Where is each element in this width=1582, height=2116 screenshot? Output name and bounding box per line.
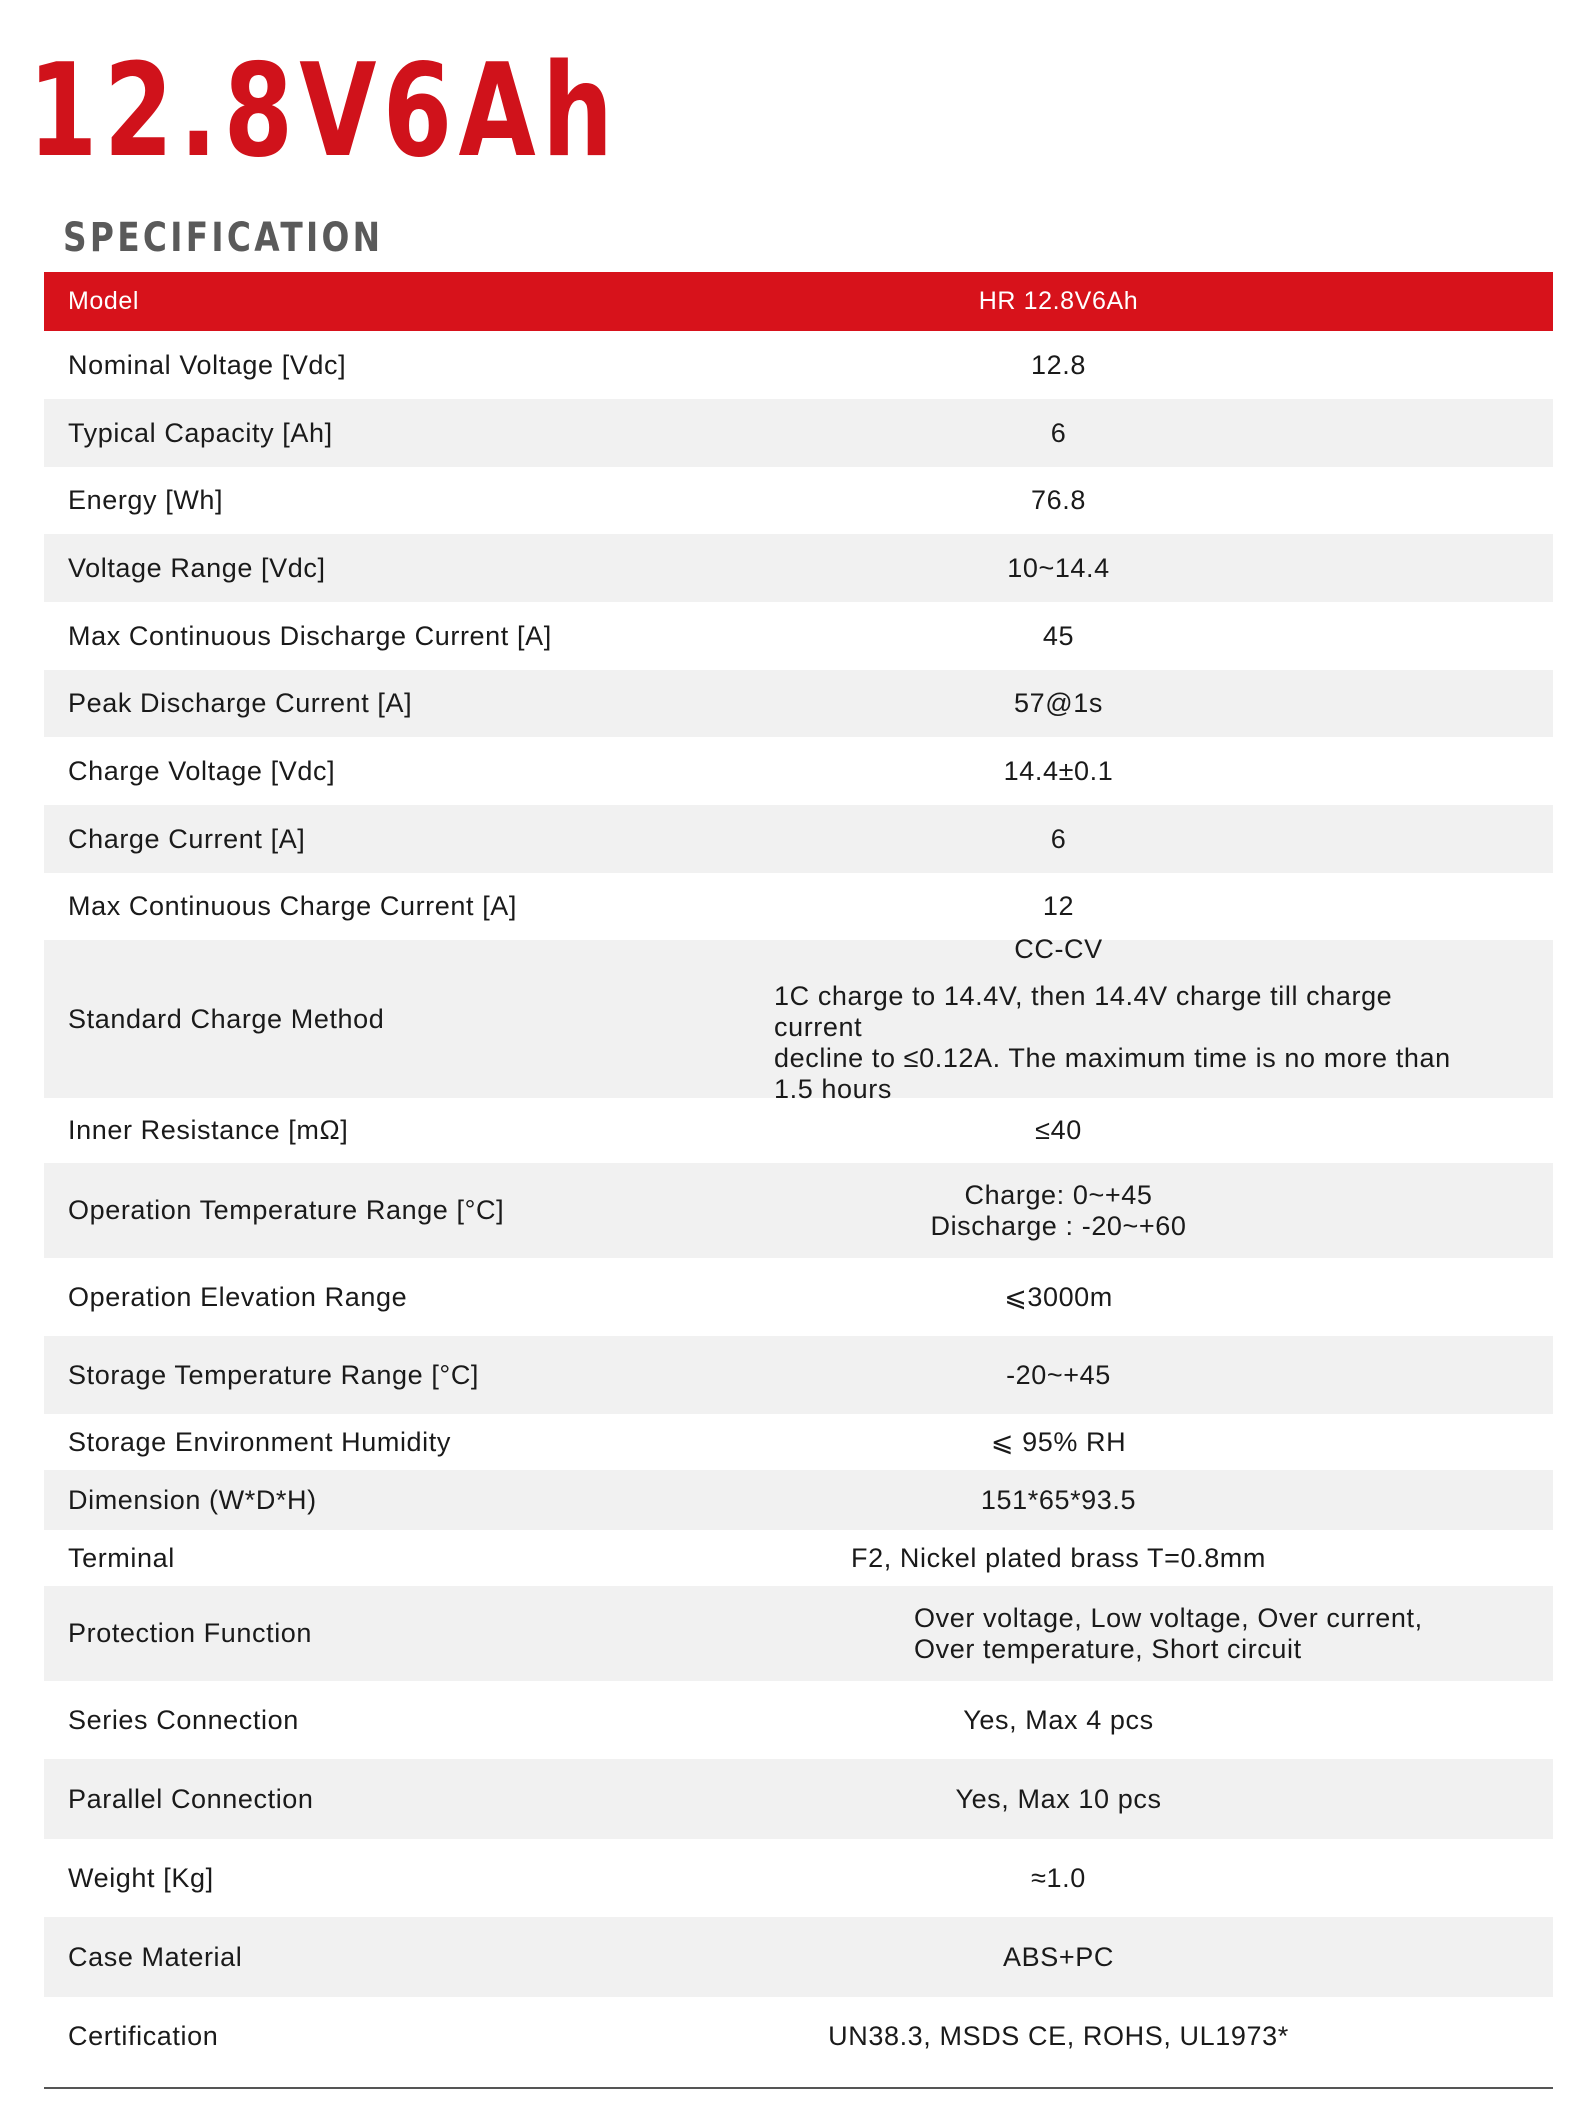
table-row	[44, 1530, 1553, 1586]
spec-value	[644, 1543, 1553, 1574]
table-body	[44, 331, 1553, 2076]
spec-value	[644, 1863, 1553, 1894]
spec-value-line: 12.8	[1031, 349, 1086, 380]
spec-value-line: ⩽ 95% RH	[990, 1426, 1127, 1457]
spec-label: Storage Temperature Range [°C]	[68, 1359, 480, 1390]
spec-label: Energy [Wh]	[68, 485, 224, 515]
spec-label: Standard Charge Method	[68, 1003, 385, 1034]
spec-value-line: Yes, Max 10 pcs	[955, 1783, 1162, 1814]
spec-value	[644, 418, 1553, 449]
spec-value	[644, 1180, 1553, 1242]
spec-value-line: ≈1.0	[1031, 1862, 1086, 1893]
spec-value-line: Yes, Max 4 pcs	[963, 1704, 1154, 1735]
table-row	[44, 1839, 1553, 1917]
spec-label: Series Connection	[68, 1704, 299, 1735]
table-row	[44, 399, 1553, 467]
spec-value-line: Over temperature, Short circuit	[914, 1633, 1302, 1664]
table-row	[44, 1759, 1553, 1839]
spec-value-line: 14.4±0.1	[1003, 755, 1114, 786]
spec-value	[644, 824, 1553, 855]
spec-label: Weight [Kg]	[68, 1862, 214, 1893]
spec-value-line: ≤40	[1035, 1115, 1082, 1145]
spec-label: Charge Current [A]	[68, 823, 306, 854]
spec-value-line: 10~14.4	[1007, 552, 1110, 583]
table-row	[44, 1098, 1553, 1163]
table-row	[44, 1681, 1553, 1759]
spec-value-line: Charge: 0~+45	[964, 1179, 1153, 1210]
section-title: SPECIFICATION	[63, 215, 384, 261]
spec-value-line: F2, Nickel plated brass T=0.8mm	[850, 1542, 1266, 1573]
spec-label: Max Continuous Discharge Current [A]	[68, 620, 552, 651]
table-row	[44, 873, 1553, 940]
header-value: HR 12.8V6Ah	[978, 287, 1139, 315]
spec-label: Max Continuous Charge Current [A]	[68, 891, 518, 921]
bottom-rule	[44, 2087, 1553, 2089]
spec-value-line: CC-CV	[1014, 933, 1103, 964]
table-row	[44, 805, 1553, 873]
spec-value	[644, 756, 1553, 787]
spec-label: Charge Voltage [Vdc]	[68, 755, 336, 786]
table-row	[44, 534, 1553, 602]
table-row	[44, 1917, 1553, 1997]
spec-value	[644, 1784, 1553, 1815]
spec-value	[644, 1603, 1553, 1665]
product-title: 12.8V6Ah	[28, 37, 620, 186]
spec-label: Dimension (W*D*H)	[68, 1484, 317, 1515]
spec-label: Nominal Voltage [Vdc]	[68, 349, 347, 380]
spec-value	[644, 1360, 1553, 1391]
spec-label: Operation Temperature Range [°C]	[68, 1195, 505, 1225]
table-row	[44, 1258, 1553, 1336]
table-row	[44, 602, 1553, 670]
spec-value	[644, 688, 1553, 719]
table-row	[44, 467, 1553, 534]
spec-value-line: ABS+PC	[1003, 1941, 1114, 1972]
spec-label: Operation Elevation Range	[68, 1281, 408, 1312]
table-row	[44, 331, 1553, 399]
spec-label: Terminal	[68, 1542, 175, 1573]
table-row	[44, 1586, 1553, 1681]
spec-label: Parallel Connection	[68, 1783, 314, 1814]
spec-value-line: Discharge : -20~+60	[930, 1210, 1187, 1241]
spec-value	[644, 1485, 1553, 1516]
spec-value-line: ⩽3000m	[1004, 1281, 1113, 1312]
spec-label: Storage Environment Humidity	[68, 1426, 451, 1457]
spec-value-line: UN38.3, MSDS CE, ROHS, UL1973*	[828, 2021, 1289, 2051]
spec-label: Case Material	[68, 1941, 243, 1972]
spec-value-line: 6	[1050, 823, 1067, 854]
table-row	[44, 1997, 1553, 2076]
spec-label: Certification	[68, 2021, 219, 2051]
spec-value	[644, 485, 1553, 516]
spec-value-line: 12	[1042, 891, 1075, 921]
spec-label: Peak Discharge Current [A]	[68, 688, 413, 718]
spec-value	[644, 1942, 1553, 1973]
spec-value	[644, 891, 1553, 922]
table-row	[44, 1414, 1553, 1470]
table-header-row	[44, 272, 1553, 331]
spec-value	[644, 553, 1553, 584]
header-key: Model	[68, 287, 140, 315]
table-row	[44, 933, 1553, 1104]
spec-value	[644, 350, 1553, 381]
spec-value	[644, 2021, 1553, 2052]
spec-value	[644, 1705, 1553, 1736]
table-row	[44, 1336, 1553, 1414]
spec-value-line: 6	[1050, 417, 1067, 448]
spec-value	[644, 1427, 1553, 1458]
spec-value-line: 151*65*93.5	[980, 1484, 1137, 1515]
spec-value	[644, 934, 1553, 1105]
spec-value-line: 45	[1042, 620, 1075, 651]
spec-value-line: decline to ≤0.12A. The maximum time is no more than 1.5 hours	[774, 1042, 1451, 1104]
spec-value-line: 1C charge to 14.4V, then 14.4V charge till charge current	[774, 980, 1393, 1042]
spec-value-line: 57@1s	[1014, 688, 1103, 718]
spec-label: Inner Resistance [mΩ]	[68, 1115, 349, 1145]
spec-value	[644, 1115, 1553, 1146]
table-row	[44, 737, 1553, 805]
spec-label: Protection Function	[68, 1618, 313, 1648]
spec-table	[44, 272, 1553, 2076]
table-row	[44, 1470, 1553, 1530]
spec-value-line: -20~+45	[1006, 1359, 1111, 1390]
spec-label: Voltage Range [Vdc]	[68, 552, 326, 583]
spec-value	[644, 1282, 1553, 1313]
table-row	[44, 670, 1553, 737]
spec-value-line: Over voltage, Low voltage, Over current,	[914, 1602, 1423, 1633]
spec-value	[644, 621, 1553, 652]
spec-value-line: 76.8	[1031, 485, 1086, 515]
table-row	[44, 1163, 1553, 1258]
spec-label: Typical Capacity [Ah]	[68, 417, 333, 448]
